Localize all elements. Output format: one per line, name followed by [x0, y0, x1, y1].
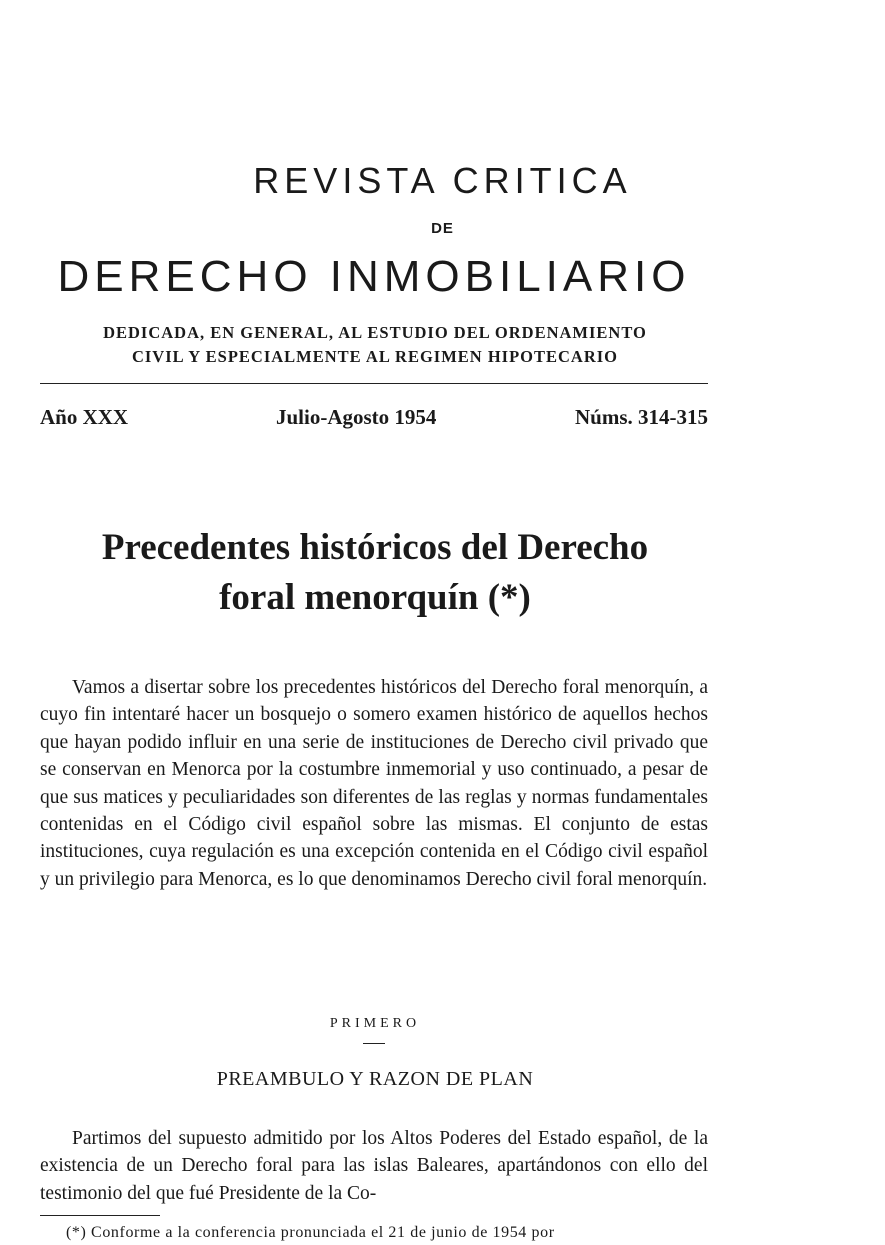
- issue-numbers: Núms. 314-315: [574, 405, 708, 429]
- masthead-subtitle-line2: CIVIL Y ESPECIALMENTE AL REGIMEN HIPOTECARIO: [131, 347, 619, 366]
- footnote-rule: [40, 1215, 160, 1216]
- article-title-line1: Precedentes históricos del Derecho: [101, 527, 649, 568]
- masthead-subtitle-line1: DEDICADA, EN GENERAL, AL ESTUDIO DEL ORDENAMIENTO: [103, 323, 647, 342]
- masthead-title-line2: DERECHO INMOBILIARIO: [57, 252, 691, 301]
- masthead-title-line1: REVISTA CRITICA: [253, 160, 632, 201]
- intro-paragraph: Vamos a disertar sobre los precedentes históricos del Derecho foral menorquín, a cuyo fin intentaré hacer un bosquejo o somero examen histórico de aquellos hechos que hayan podido influir en una serie de instituciones de Derecho civil privado que se conservan en Menorca por la costumbre inmemorial y uso continuado, a pesar de que sus matices y peculiaridades son diferentes de las reglas y normas fundamentales contenidas en el Código civil español sobre las mismas. El conjunto de estas instituciones, cuya regulación es una excepción contenida en el Código civil español y un privilegio para Menorca, es lo que denominamos Derecho civil foral menorquín.: [40, 677, 708, 890]
- article-title-line2: foral menorquín (*): [219, 577, 531, 618]
- issue-year: Año XXX: [40, 405, 129, 429]
- section-paragraph: Partimos del supuesto admitido por los Altos Poderes del Estado español, de la existencia de un Derecho foral para las islas Baleares, apartándonos con ello del testimonio del que fué Presidente de la Co-: [40, 1128, 708, 1204]
- footnote: (*) Conforme a la conferencia pronunciada el 21 de junio de 1954 por: [66, 1224, 555, 1241]
- masthead-rule: [40, 383, 708, 384]
- issue-date: Julio-Agosto 1954: [276, 405, 437, 429]
- masthead-de: DE: [431, 220, 454, 237]
- section-heading: PREAMBULO Y RAZON DE PLAN: [216, 1068, 534, 1090]
- section-number: PRIMERO: [329, 1016, 421, 1031]
- section-short-rule: [363, 1043, 385, 1044]
